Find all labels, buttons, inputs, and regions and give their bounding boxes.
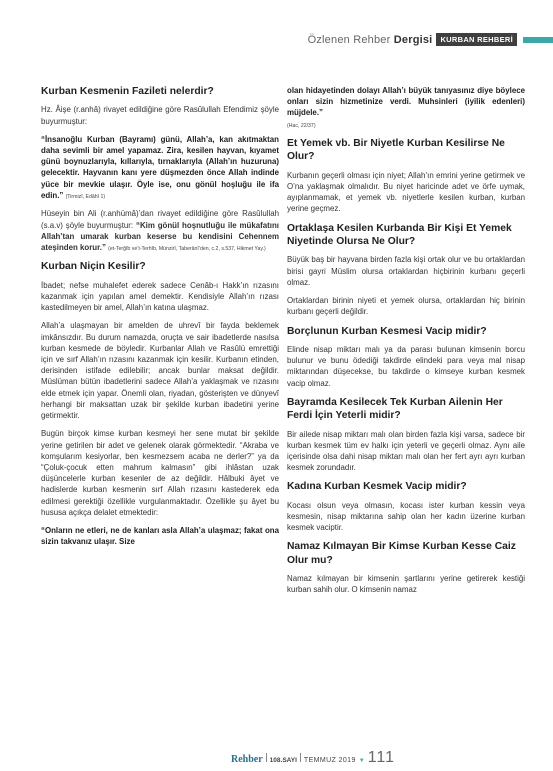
heading-fazilet: Kurban Kesmenin Fazileti nelerdir? — [41, 86, 214, 97]
paragraph: İbadet; nefse muhalefet ederek sadece Cenâb-ı Hakk’ın rızasını kazanmak için yapılan amel demektir. Kendisiyle Allah’ın rızası kastedilmeyen bir amel, Allah’ın katına ulaşmaz. — [41, 280, 279, 313]
ayet-quote: “Onların ne etleri, ne de kanları asla Allah’a ulaşmaz; fakat ona sizin takvanız ulaşır. Size — [41, 526, 279, 547]
heading-borclu: Borçlunun Kurban Kesmesi Vacip midir? — [287, 325, 487, 337]
right-column — [287, 85, 525, 603]
paragraph: Kocası olsun veya olmasın, kocası ister kurban kessin veya kesmesin, nisap miktarına sahip olan her kadın üzerine kurban kesmek vaciptir. — [287, 500, 525, 533]
section-tag: KURBAN REHBERİ — [436, 33, 517, 46]
citation: (et-Terğîb ve’t-Terhîb, Münzirî, Taberânî’den, c.2, s.537, Hikmet Yay.) — [108, 245, 266, 252]
citation: (Hac, 22/37) — [287, 122, 316, 129]
paragraph: Ortaklardan birinin niyeti et yemek olursa, ortaklardan hiç birinin kurbanı geçerli değildir. — [287, 296, 525, 317]
triangle-icon: ▼ — [358, 758, 365, 764]
heading-ortaklasa: Ortaklaşa Kesilen Kurbanda Bir Kişi Et Yemek Niyetinde Olursa Ne Olur? — [287, 222, 512, 248]
divider — [300, 753, 301, 762]
hadith-quote: “İnsanoğlu Kurban (Bayramı) günü, Allah’a, kan akıtmaktan daha sevimli bir amel yapamaz. Zira, kesilen hayvan, kıyamet günü boynuzlarıyla, kıllarıyla, tırnaklarıyla (Allah’ın huzuruna) gelecektir. Hayvanın kanı yere düşmezden önce Allah indinde yüce bir mevkie ulaşır. Öyle ise, onu gönül hoşluğu ile ifa edin.” (Tirmizî, Edâhî 1) — [41, 134, 279, 200]
paragraph: Kurbanın geçerli olması için niyet; Allah’ın emrini yerine getirmek ve O’na yaklaşmak olmalıdır. Bu niyet haricinde adet ve örfe uymak, ayıplanmamak, et yemek vb. niyetlerle kesilen kurban, kurban yerine geçmez. — [287, 170, 525, 214]
divider — [266, 753, 267, 762]
page-header — [308, 33, 517, 46]
left-column — [41, 85, 279, 555]
paragraph: Hz. Âişe (r.anhâ) rivayet edildiğine göre Rasûlullah Efendimiz şöyle buyurmuştur: — [41, 105, 279, 126]
heading-et-yemek: Et Yemek vb. Bir Niyetle Kurban Kesilirse Ne Olur? — [287, 138, 505, 163]
issue-date: TEMMUZ 2019 — [303, 757, 356, 764]
page-footer — [231, 749, 395, 767]
citation: (Tirmizî, Edâhî 1) — [65, 193, 106, 200]
ayet-quote-continued: olan hidayetinden dolayı Allah’ı büyük tanıyasınız diye böylece onları sizin hizmetinize verdi. Muhsinleri (iyilik edenleri) müjdele.” (Hac, 22/37) — [287, 86, 525, 129]
issue-number: 108.SAYI — [269, 757, 297, 764]
paragraph: Bugün birçok kimse kurban kesmeyi her sene mutat bir şekilde yerine getirilen bir adet ve gelenek olarak görmektedir. “Akraba ve komşularım kesiyorlar, ben kesmezsem acaba ne derler?” ya da “Çoluk-çocuk etten mahrum kalmasın” gibi ihlâstan uzak düşüncelerle kurban kesenler de az değildir. Hâlbuki âyet ve hadislerde kurban kesmenin sırf Allah rızasını kastederek eda edilmesi gerektiği özellikle vurgulanmaktadır. Özellikle şu âyet bu hususa açıkça delalet etmektedir: — [41, 429, 279, 517]
paragraph: Hüseyin bin Ali (r.anhümâ)’dan rivayet edildiğine göre Rasûlullah (s.a.v) şöyle buyurmuştur: “Kim gönül hoşnutluğu ile mükafatını Allah’tan umarak kurban keserse bu kendisini Cehennem ateşinden korur.” (et-Terğîb ve’t-Terhîb, Münzirî, Taberânî’den, c.2, s.537, Hikmet Yay.) — [41, 209, 279, 252]
heading-bayram: Bayramda Kesilecek Tek Kurban Ailenin Her Ferdi İçin Yeterli midir? — [287, 396, 503, 422]
paragraph: Bir ailede nisap miktarı malı olan birden fazla kişi varsa, sadece bir kurban kesmek tüm ev halkı için yeterli ve geçerli olmaz. Aynı aile içerisinde olsa dahi nisap miktarı malı olan her fert ayrı ayrı kurban kesmek zorundadır. — [287, 429, 525, 473]
paragraph: Allah’a ulaşmayan bir amelden de uhrevî bir fayda beklemek imkânsızdır. Bu durum namazda, oruçta ve sair ibadetlerde nasılsa kurban kesmede de böyledir. Kurbanlar Allah ve Rasûlü emrettiği için ve sırf Allah’ın rızasını kazanmak için kesilir. Kurbanın etinden, derisinden istifade edilebilir; ancak bunlar maksat değildir. Müslüman bütün ibadetlerini sadece Allah’a yaklaşmak ve rızasını elde etmek için yapar. Önemli olan, riyadan, gösterişten ve dünyevî herhangi bir maksattan uzak bir şekilde kurban ibadetini yerine getirmektir. — [41, 321, 279, 421]
paragraph: Elinde nisap miktarı malı ya da parası bulunan kimsenin borcu bulunur ve bunu ödediği takdirde elindeki para veya mal nisap miktarından düşecekse, bu takdirde o kimseye kurban kesmek vacip olmaz. — [287, 344, 525, 388]
page-number: 111 — [367, 749, 396, 766]
heading-namaz: Namaz Kılmayan Bir Kimse Kurban Kesse Caiz Olur mu? — [287, 541, 516, 566]
paragraph: Büyük baş bir hayvana birden fazla kişi ortak olur ve bu ortaklardan birisi gayri Müslim olursa ortaklardan hiçbirinin kurbanı geçerli olmaz. — [287, 255, 525, 287]
rehber-logo: Rehber — [231, 754, 263, 765]
magazine-name: Özlenen Rehber Dergisi — [307, 33, 433, 46]
heading-kadin: Kadına Kurban Kesmek Vacip midir? — [287, 481, 467, 493]
accent-bar — [523, 37, 553, 43]
heading-nicin: Kurban Niçin Kesilir? — [41, 261, 146, 273]
paragraph: Namaz kılmayan bir kimsenin şartlarını yerine getirerek kestiği kurban sahih olur. O kimsenin namaz — [287, 574, 525, 595]
